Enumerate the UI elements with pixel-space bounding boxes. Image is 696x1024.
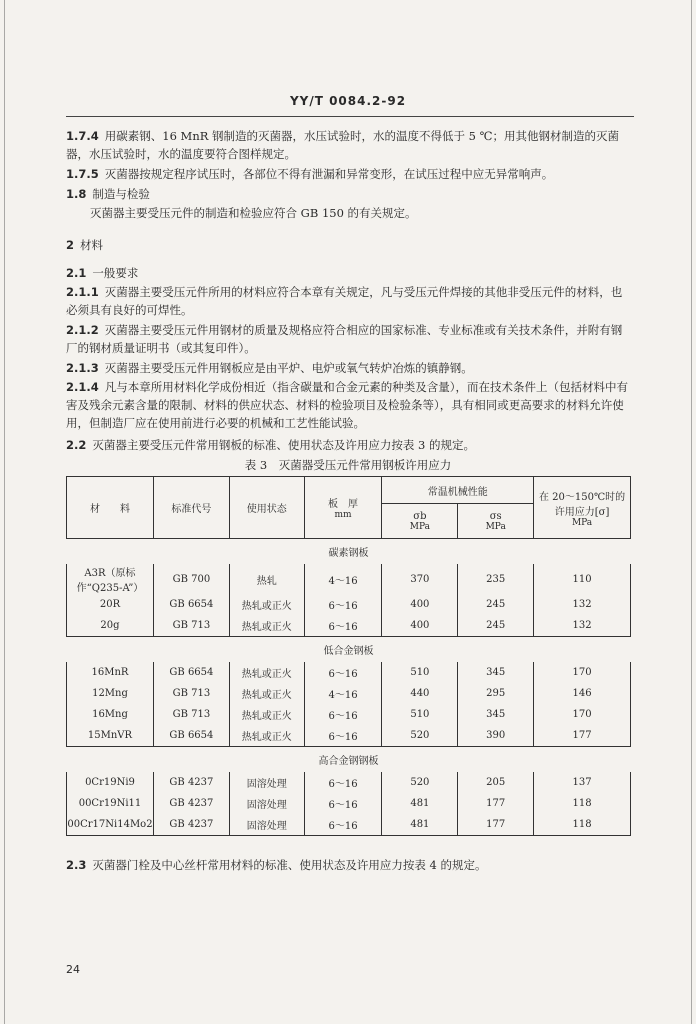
header-state: 使用状态 (229, 477, 304, 539)
header-thickness: 板 厚 mm (304, 477, 382, 539)
para-1-8: 1.8 制造与检验 (66, 187, 150, 201)
para-2-1-2: 2.1.2 灭菌器主要受压元件用钢材的质量及规格应符合相应的国家标准、专业标准或有关技术条件，并附有钢厂的钢材质量证明书（或其复印件）。 (66, 323, 623, 355)
header-rule (66, 116, 634, 117)
table-row: 16Mng GB 713 热轧或正火 6～16 510 345 170 (67, 704, 631, 725)
header-mech: 常温机械性能 (382, 477, 534, 504)
table-row: 16MnR GB 6654 热轧或正火 6～16 510 345 170 (67, 662, 631, 683)
table-row: 20R GB 6654 热轧或正火 6～16 400 245 132 (67, 594, 631, 615)
table-row: 0Cr19Ni9 GB 4237 固溶处理 6～16 520 205 137 (67, 772, 631, 793)
table-row: A3R（原标作“Q235-A”） GB 700 热轧 4～16 370 235 110 (67, 564, 631, 594)
page-header: YY/T 0084.2-92 (289, 94, 407, 108)
para-2-1: 2.1 一般要求 (66, 266, 139, 280)
para-2-1-4: 2.1.4 凡与本章所用材料化学成份相近（指含碳量和合金元素的种类及含量），而在技术条件上（包括材料中有害及残余元素含量的限制、材料的供应状态、材料的检验项目及检验条等），具有相同或更高要求的材料允许使用，但制造厂应在使用前进行必要的机械和工艺性能试验。 (66, 380, 628, 430)
header-allowable: 在 20～150℃时的许用应力[σ] MPa (534, 477, 631, 539)
section-2-title: 2 材料 (66, 238, 104, 252)
header-standard: 标准代号 (153, 477, 229, 539)
table-row: 00Cr17Ni14Mo2 GB 4237 固溶处理 6～16 481 177 118 (67, 814, 631, 836)
header-sigma-b: σb MPa (382, 504, 458, 539)
para-1-7-5: 1.7.5 灭菌器按规定程序试压时，各部位不得有泄漏和异常变形，在试压过程中应无异常响声。 (66, 167, 554, 181)
para-2-2: 2.2 灭菌器主要受压元件常用钢板的标准、使用状态及许用应力按表 3 的规定。 (66, 438, 475, 452)
para-2-1-1: 2.1.1 灭菌器主要受压元件所用的材料应符合本章有关规定，凡与受压元件焊接的其他非受压元件的材料，也必须具有良好的可焊性。 (66, 285, 623, 317)
page-number: 24 (66, 963, 80, 976)
group-title: 高合金钢钢板 (318, 756, 379, 767)
table-row: 20g GB 713 热轧或正火 6～16 400 245 132 (67, 615, 631, 637)
header-sigma-s: σs MPa (458, 504, 534, 539)
para-1-7-4: 1.7.4 用碳素钢、16 MnR 钢制造的灭菌器，水压试验时，水的温度不得低于 5 ℃；用其他钢材制造的灭菌器，水压试验时，水的温度要符合图样规定。 (66, 129, 620, 161)
table-row: 00Cr19Ni11 GB 4237 固溶处理 6～16 481 177 118 (67, 793, 631, 814)
para-2-3: 2.3 灭菌器门栓及中心丝杆常用材料的标准、使用状态及许用应力按表 4 的规定。 (66, 858, 487, 872)
group-title: 低合金钢板 (323, 646, 374, 657)
group-title: 碳素钢板 (328, 548, 369, 559)
para-2-1-3: 2.1.3 灭菌器主要受压元件用钢板应是由平炉、电炉或氧气转炉冶炼的镇静钢。 (66, 361, 473, 375)
table-caption: 表 3 灭菌器受压元件常用钢板许用应力 (244, 458, 452, 472)
scan-edge-right (691, 0, 692, 1024)
scan-edge-left (4, 0, 5, 1024)
table-row: 12Mng GB 713 热轧或正火 4～16 440 295 146 (67, 683, 631, 704)
table-row: 15MnVR GB 6654 热轧或正火 6～16 520 390 177 (67, 725, 631, 747)
header-material: 材 料 (67, 477, 154, 539)
stress-table (66, 476, 631, 836)
para-1-8-body: 灭菌器主要受压元件的制造和检验应符合 GB 150 的有关规定。 (90, 206, 417, 220)
